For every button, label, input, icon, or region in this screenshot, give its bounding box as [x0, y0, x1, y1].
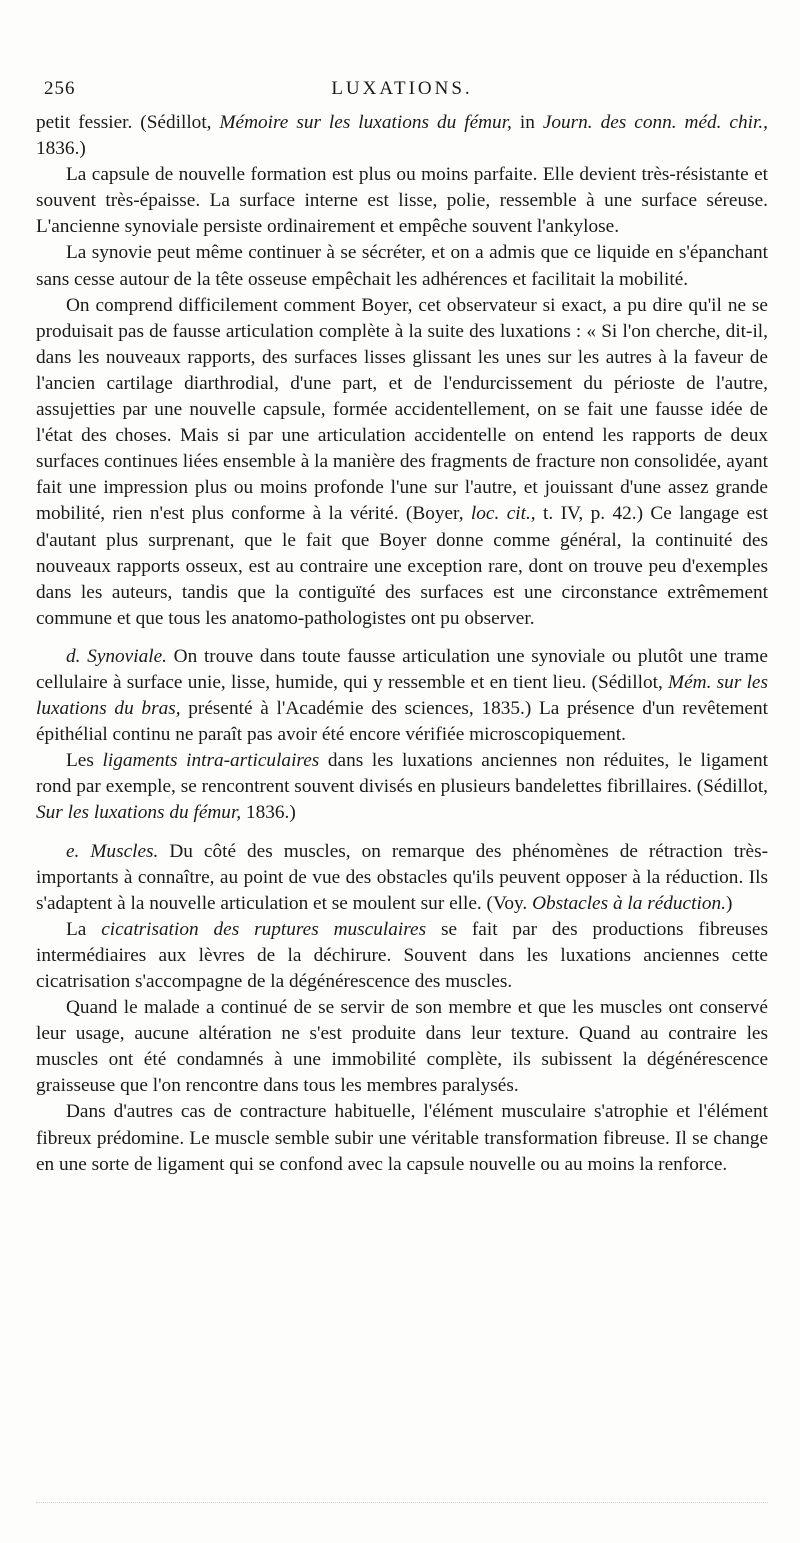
running-title: LUXATIONS.: [331, 78, 473, 99]
text-segment: , 1836.): [36, 112, 768, 160]
paragraph: [36, 839, 768, 917]
paragraph: [36, 748, 768, 826]
paragraph: [36, 240, 768, 292]
text-segment: Du côté des muscles, on remarque des phénomènes de rétraction très-importants à connaître, au point de vue des obstacles qu'ils peuvent opposer à la réduction. Ils s'adaptent à la nouvelle articulation et se moulent sur elle. (Voy.: [36, 840, 769, 914]
italic-text: e. Muscles.: [66, 840, 159, 862]
text-segment: On trouve dans toute fausse articulation une synoviale ou plutôt une trame cellulaire à surface unie, lisse, humide, qui y ressemble et en tient lieu. (Sédillot,: [36, 645, 768, 693]
text-segment: in: [511, 112, 543, 133]
paragraph: [36, 110, 768, 162]
text-segment: se fait par des productions fibreuses intermédiaires aux lèvres de la déchirure. Souvent dans les luxations anciennes cette cicatrisation s'accompagne de la dégénérescence des muscles.: [36, 918, 768, 992]
paragraph: [36, 917, 768, 995]
italic-text: Sur les luxations du fémur,: [36, 802, 242, 824]
paragraph: [36, 995, 768, 1099]
italic-text: Mém. sur les luxations du bras,: [36, 671, 768, 720]
italic-text: cicatrisation des ruptures musculaires: [101, 918, 427, 940]
text-segment: Quand le malade a continué de se servir de son membre et que les muscles ont conservé leur usage, aucune altération ne s'est produite dans leur texture. Quand au contraire les muscles ont été condamnés à une immobilité complète, ils subissent la dégénérescence graisseuse que l'on rencontre dans tous les membres paralysés.: [36, 997, 768, 1097]
italic-text: Obstacles à la réduction.: [532, 892, 726, 914]
italic-text: d. Synoviale.: [66, 645, 167, 667]
page-header: [36, 78, 768, 110]
italic-text: Journ. des conn. méd. chir.: [542, 112, 764, 133]
body-text: [36, 110, 768, 1178]
text-segment: petit fessier. (Sédillot,: [36, 112, 220, 133]
text-segment: La capsule de nouvelle formation est plus ou moins parfaite. Elle devient très-résistante et souvent très-épaisse. La surface interne est lisse, polie, ressemble à une surface séreuse. L'ancienne synoviale persiste ordinairement et empêche souvent l'ankylose.: [36, 164, 768, 238]
text-segment: La: [66, 918, 102, 940]
text-segment: dans les luxations anciennes non réduites, le ligament rond par exemple, se rencontrent souvent divisés en plusieurs bandelettes fibrillaires. (Sédillot,: [36, 750, 768, 798]
italic-text: loc. cit.: [470, 503, 531, 525]
text-segment: , t. IV, p. 42.) Ce langage est d'autant plus surprenant, que le fait que Boyer donne comme général, la continuité des nouveaux rapports osseux, est au contraire une exception rare, dont on trouve peu d'exemples dans les auteurs, tandis que la contiguïté des surfaces est une circonstance extrêmement commune et que tous les anatomo-pathologistes ont pu observer.: [36, 503, 768, 629]
text-segment: La synovie peut même continuer à se sécréter, et on a admis que ce liquide en s'épanchant sans cesse autour de la tête osseuse empêchait les adhérences et facilitait la mobilité.: [36, 242, 768, 290]
italic-text: ligaments intra-articulaires: [102, 750, 320, 772]
text-segment: Les: [66, 750, 103, 772]
paragraph: [36, 162, 768, 240]
paragraph: [36, 644, 768, 748]
text-segment: On comprend difficilement comment Boyer, cet observateur si exact, a pu dire qu'il ne se produisait pas de fausse articulation complète à la suite des luxations : « Si l'on cherche, dit-il, dans les nouveaux rapports, des surfaces lisses glissant les unes sur les autres à la faveur de l'ancien cartilage diarthrodial, d'une part, et de l'endurcissement du périoste de l'autre, assujetties par une nouvelle capsule, formée accidentellement, on se fait une fausse idée de l'état des choses. Mais si par une articulation accidentelle on entend les rapports de deux surfaces continues liées ensemble à la manière des fragments de fracture non consolidée, ayant fait une impression plus ou moins profonde l'une sur l'autre, et jouissant d'une assez grande mobilité, rien n'est plus conforme à la vérité. (Boyer,: [36, 294, 768, 525]
page-footer-rule: [36, 1502, 768, 1511]
text-segment: 1836.): [241, 802, 296, 824]
paragraph: [36, 293, 768, 632]
italic-text: Mémoire sur les luxations du fémur,: [219, 112, 512, 133]
text-segment: Dans d'autres cas de contracture habituelle, l'élément musculaire s'atrophie et l'élément fibreux prédomine. Le muscle semble subir une véritable transformation fibreuse. Il se change en une sorte de ligament qui se confond avec la capsule nouvelle ou au moins la renforce.: [36, 1101, 768, 1175]
text-segment: ): [725, 892, 733, 914]
book-page: [36, 78, 768, 1178]
paragraph: [36, 1099, 768, 1177]
text-segment: présenté à l'Académie des sciences, 1835.) La présence d'un revêtement épithélial continu ne paraît pas avoir été encore vérifiée microscopiquement.: [36, 698, 768, 746]
page-number: 256: [44, 78, 76, 99]
